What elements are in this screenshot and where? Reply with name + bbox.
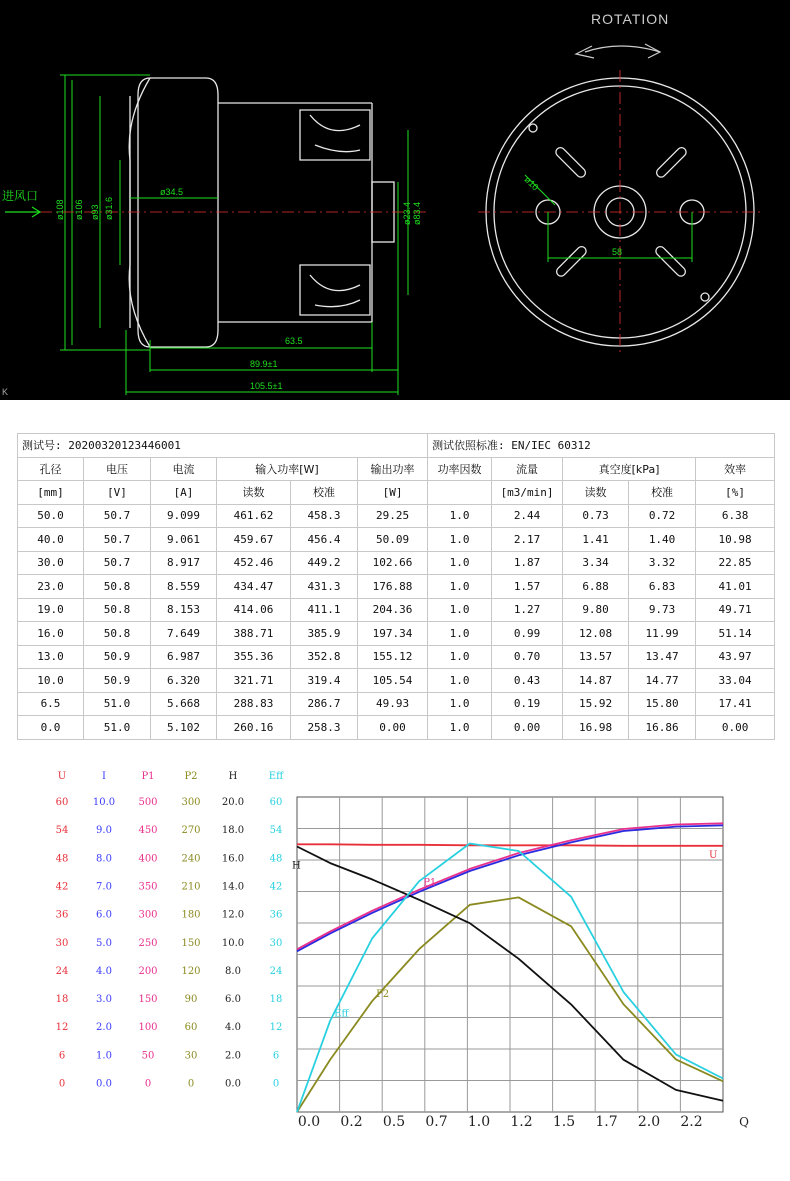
scale-tick: 90 [184, 994, 198, 1006]
scale-tick: 240 [181, 853, 201, 865]
unit-v: [V] [84, 481, 151, 505]
table-cell: 9.061 [151, 528, 217, 552]
performance-chart [0, 760, 790, 1181]
inlet-label: 进风口 [2, 189, 39, 203]
table-cell: 204.36 [358, 598, 428, 622]
table-cell: 461.62 [217, 504, 291, 528]
table-cell: 11.99 [629, 622, 696, 646]
dim-10: ø10 [522, 174, 541, 193]
table-cell: 16.86 [629, 716, 696, 740]
table-cell: 1.27 [492, 598, 563, 622]
unit-flow: [m3/min] [492, 481, 563, 505]
unit-w: [W] [358, 481, 428, 505]
table-cell: 6.83 [629, 575, 696, 599]
header-flow: 流量 [492, 457, 563, 481]
x-axis-label: Q [739, 1115, 749, 1129]
table-cell: 50.8 [84, 575, 151, 599]
scale-tick: 7.0 [96, 881, 112, 893]
table-cell: 0.70 [492, 645, 563, 669]
scale-tick: 210 [181, 881, 201, 893]
scale-tick: 50 [141, 1050, 155, 1062]
table-cell: 288.83 [217, 692, 291, 716]
table-cell: 51.0 [84, 716, 151, 740]
table-cell: 452.46 [217, 551, 291, 575]
table-cell: 17.41 [696, 692, 775, 716]
table-cell: 352.8 [291, 645, 358, 669]
dim-34-5: ø34.5 [160, 187, 184, 197]
dim-63-5: 63.5 [285, 336, 303, 346]
scale-tick: 0.0 [96, 1078, 112, 1090]
series-label-p2: P2 [376, 989, 390, 1001]
dim-105-5: 105.5±1 [250, 381, 283, 391]
table-cell: 3.32 [629, 551, 696, 575]
scale-tick: 18 [55, 994, 69, 1006]
table-cell: 16.98 [563, 716, 629, 740]
scale-tick: 120 [181, 965, 201, 977]
scale-tick: 300 [181, 797, 201, 808]
table-cell: 1.0 [428, 622, 492, 646]
table-cell: 50.9 [84, 669, 151, 693]
scale-tick: 350 [138, 881, 158, 893]
table-cell: 50.7 [84, 504, 151, 528]
scale-tick: 3.0 [96, 994, 112, 1006]
table-cell: 1.87 [492, 551, 563, 575]
table-cell: 1.0 [428, 669, 492, 693]
test-standard: 测试依照标准: EN/IEC 60312 [428, 434, 775, 458]
table-row [18, 645, 775, 669]
header-current: 电流 [151, 457, 217, 481]
table-cell: 40.0 [18, 528, 84, 552]
dim-93: ø93 [90, 204, 100, 220]
table-cell: 411.1 [291, 598, 358, 622]
table-cell: 50.9 [84, 645, 151, 669]
header-input-power: 输入功率[W] [217, 457, 358, 481]
table-cell: 23.0 [18, 575, 84, 599]
table-cell: 456.4 [291, 528, 358, 552]
scale-header-i: I [102, 771, 106, 782]
scale-tick: 6 [272, 1050, 280, 1062]
header-efficiency: 效率 [696, 457, 775, 481]
table-row [18, 669, 775, 693]
table-cell: 0.43 [492, 669, 563, 693]
scale-tick: 12 [55, 1022, 69, 1034]
table-cell: 6.320 [151, 669, 217, 693]
unit-input-calibrated: 校准 [291, 481, 358, 505]
table-cell: 449.2 [291, 551, 358, 575]
scale-tick: 250 [138, 937, 158, 949]
table-cell: 458.3 [291, 504, 358, 528]
table-cell: 197.34 [358, 622, 428, 646]
table-cell: 9.73 [629, 598, 696, 622]
table-cell: 0.99 [492, 622, 563, 646]
scale-tick: 500 [138, 797, 158, 808]
dim-108: ø108 [55, 199, 65, 220]
table-cell: 1.0 [428, 504, 492, 528]
table-cell: 431.3 [291, 575, 358, 599]
table-cell: 50.8 [84, 598, 151, 622]
scale-tick: 54 [269, 825, 283, 837]
table-cell: 13.47 [629, 645, 696, 669]
dim-83-4: ø83.4 [412, 201, 422, 225]
table-cell: 49.71 [696, 598, 775, 622]
scale-tick: 1.0 [96, 1050, 112, 1062]
table-cell: 41.01 [696, 575, 775, 599]
table-cell: 7.649 [151, 622, 217, 646]
table-cell: 49.93 [358, 692, 428, 716]
unit-mm: [mm] [18, 481, 84, 505]
scale-tick: 36 [269, 909, 283, 921]
header-voltage: 电压 [84, 457, 151, 481]
table-cell: 50.7 [84, 528, 151, 552]
rotation-arrow-icon [576, 44, 660, 58]
table-cell: 50.09 [358, 528, 428, 552]
table-body [18, 504, 775, 739]
table-cell: 50.8 [84, 622, 151, 646]
table-cell: 6.38 [696, 504, 775, 528]
table-cell: 13.0 [18, 645, 84, 669]
scale-header-p2: P2 [184, 771, 198, 782]
header-power-factor: 功率因数 [428, 457, 492, 481]
table-cell: 176.88 [358, 575, 428, 599]
dim-31-6: ø31.6 [104, 196, 114, 220]
dim-23-4: ø23.4 [402, 201, 412, 225]
header-vacuum: 真空度[kPa] [563, 457, 696, 481]
x-tick-label: 0.5 [382, 1114, 406, 1130]
scale-tick: 10.0 [92, 797, 116, 808]
scale-tick: 0 [187, 1078, 195, 1090]
table-cell: 1.0 [428, 645, 492, 669]
test-number: 测试号: 20200320123446001 [18, 434, 428, 458]
scale-tick: 300 [138, 909, 158, 921]
scale-header-p1: P1 [141, 771, 155, 782]
table-row [18, 551, 775, 575]
unit-percent: [%] [696, 481, 775, 505]
table-cell: 10.98 [696, 528, 775, 552]
table-cell: 30.0 [18, 551, 84, 575]
scale-tick: 180 [181, 909, 201, 921]
scale-tick: 18 [269, 994, 283, 1006]
table-cell: 33.04 [696, 669, 775, 693]
table-row [18, 622, 775, 646]
table-row [18, 692, 775, 716]
table-cell: 29.25 [358, 504, 428, 528]
scale-tick: 12.0 [221, 909, 245, 921]
table-cell: 1.41 [563, 528, 629, 552]
table-cell: 3.34 [563, 551, 629, 575]
scale-tick: 0 [58, 1078, 66, 1090]
scale-tick: 270 [181, 825, 201, 837]
scale-tick: 100 [138, 1022, 158, 1034]
table-cell: 414.06 [217, 598, 291, 622]
table-cell: 12.08 [563, 622, 629, 646]
table-cell: 0.0 [18, 716, 84, 740]
table-cell: 43.97 [696, 645, 775, 669]
scale-tick: 200 [138, 965, 158, 977]
unit-vac-calibrated: 校准 [629, 481, 696, 505]
x-tick-label: 2.0 [637, 1114, 661, 1130]
motor-drawing [0, 0, 790, 400]
table-cell: 14.87 [563, 669, 629, 693]
table-cell: 15.92 [563, 692, 629, 716]
x-tick-label: 0.0 [297, 1114, 321, 1130]
scale-tick: 60 [269, 797, 283, 808]
table-cell: 8.917 [151, 551, 217, 575]
scale-tick: 14.0 [221, 881, 245, 893]
scale-tick: 30 [269, 937, 283, 949]
table-cell: 13.57 [563, 645, 629, 669]
table-cell: 50.0 [18, 504, 84, 528]
scale-tick: 48 [269, 853, 283, 865]
header-bore: 孔径 [18, 457, 84, 481]
unit-pf [428, 481, 492, 505]
series-label-h: H [292, 860, 301, 872]
scale-tick: 48 [55, 853, 69, 865]
unit-a: [A] [151, 481, 217, 505]
table-cell: 1.0 [428, 692, 492, 716]
scale-tick: 24 [269, 965, 283, 977]
table-cell: 355.36 [217, 645, 291, 669]
table-row [18, 575, 775, 599]
scale-header-u: U [57, 771, 67, 782]
table-cell: 0.73 [563, 504, 629, 528]
scale-tick: 16.0 [221, 853, 245, 865]
table-cell: 1.40 [629, 528, 696, 552]
table-cell: 2.17 [492, 528, 563, 552]
dim-89-9: 89.9±1 [250, 359, 278, 369]
table-cell: 5.668 [151, 692, 217, 716]
table-cell: 51.0 [84, 692, 151, 716]
table-cell: 15.80 [629, 692, 696, 716]
table-row [18, 528, 775, 552]
scale-tick: 54 [55, 825, 69, 837]
table-cell: 1.0 [428, 598, 492, 622]
table-cell: 1.0 [428, 716, 492, 740]
header-output-power: 输出功率 [358, 457, 428, 481]
scale-tick: 2.0 [96, 1022, 112, 1034]
table-cell: 16.0 [18, 622, 84, 646]
scale-tick: 450 [138, 825, 158, 837]
table-cell: 0.00 [696, 716, 775, 740]
table-cell: 6.5 [18, 692, 84, 716]
table-cell: 8.559 [151, 575, 217, 599]
scale-tick: 60 [55, 797, 69, 808]
table-cell: 9.80 [563, 598, 629, 622]
scale-tick: 30 [184, 1050, 198, 1062]
scale-tick: 4.0 [96, 965, 112, 977]
scale-tick: 6 [58, 1050, 66, 1062]
table-cell: 6.987 [151, 645, 217, 669]
table-cell: 388.71 [217, 622, 291, 646]
scale-tick: 9.0 [96, 825, 112, 837]
rotation-label: ROTATION [591, 11, 670, 27]
series-label-u: U [709, 849, 718, 861]
x-tick-label: 1.0 [467, 1114, 491, 1130]
table-cell: 8.153 [151, 598, 217, 622]
table-cell: 258.3 [291, 716, 358, 740]
scale-tick: 42 [269, 881, 283, 893]
table-cell: 6.88 [563, 575, 629, 599]
table-cell: 9.099 [151, 504, 217, 528]
table-cell: 319.4 [291, 669, 358, 693]
table-cell: 51.14 [696, 622, 775, 646]
table-cell: 1.57 [492, 575, 563, 599]
x-tick-label: 2.2 [680, 1114, 703, 1130]
table-cell: 321.71 [217, 669, 291, 693]
corner-mark: K [2, 387, 9, 397]
table-row [18, 716, 775, 740]
scale-tick: 8.0 [96, 853, 112, 865]
table-row [18, 504, 775, 528]
table-cell: 19.0 [18, 598, 84, 622]
table-cell: 14.77 [629, 669, 696, 693]
scale-tick: 36 [55, 909, 69, 921]
x-tick-label: 1.5 [552, 1114, 576, 1130]
dim-106: ø106 [74, 199, 84, 220]
dim-58: 58 [612, 247, 623, 257]
scale-tick: 30 [55, 937, 69, 949]
scale-tick: 24 [55, 965, 69, 977]
table-cell: 0.72 [629, 504, 696, 528]
unit-vac-reading: 读数 [563, 481, 629, 505]
scale-tick: 6.0 [225, 994, 241, 1006]
scale-tick: 18.0 [221, 825, 245, 837]
scale-header-eff: Eff [268, 771, 284, 782]
table-cell: 22.85 [696, 551, 775, 575]
scale-tick: 6.0 [96, 909, 112, 921]
scale-tick: 400 [138, 853, 158, 865]
series-label-eff: Eff [334, 1008, 349, 1020]
scale-header-h: H [228, 771, 238, 782]
scale-tick: 20.0 [221, 797, 245, 808]
table-cell: 260.16 [217, 716, 291, 740]
x-tick-label: 0.2 [340, 1114, 363, 1130]
table-cell: 1.0 [428, 551, 492, 575]
table-cell: 50.7 [84, 551, 151, 575]
unit-input-reading: 读数 [217, 481, 291, 505]
table-cell: 385.9 [291, 622, 358, 646]
scale-tick: 150 [181, 937, 201, 949]
table-cell: 155.12 [358, 645, 428, 669]
table-row [18, 598, 775, 622]
scale-tick: 42 [55, 881, 69, 893]
scale-tick: 0 [272, 1078, 280, 1090]
scale-tick: 60 [184, 1022, 198, 1034]
x-tick-label: 0.7 [425, 1114, 448, 1130]
table-cell: 0.00 [492, 716, 563, 740]
table-cell: 459.67 [217, 528, 291, 552]
table-cell: 434.47 [217, 575, 291, 599]
table-cell: 102.66 [358, 551, 428, 575]
table-cell: 5.102 [151, 716, 217, 740]
scale-tick: 0.0 [225, 1078, 241, 1090]
table-cell: 286.7 [291, 692, 358, 716]
table-cell: 2.44 [492, 504, 563, 528]
scale-tick: 10.0 [221, 937, 245, 949]
scale-tick: 0 [144, 1078, 152, 1090]
table-cell: 1.0 [428, 528, 492, 552]
table-cell: 10.0 [18, 669, 84, 693]
test-table [17, 433, 774, 740]
table-cell: 1.0 [428, 575, 492, 599]
table-cell: 0.19 [492, 692, 563, 716]
scale-tick: 5.0 [96, 937, 112, 949]
scale-tick: 150 [138, 994, 158, 1006]
scale-tick: 4.0 [225, 1022, 241, 1034]
scale-tick: 2.0 [225, 1050, 241, 1062]
table-cell: 105.54 [358, 669, 428, 693]
scale-tick: 12 [269, 1022, 283, 1034]
x-tick-label: 1.2 [510, 1114, 533, 1130]
table-cell: 0.00 [358, 716, 428, 740]
series-label-p1: P1 [423, 877, 437, 889]
scale-tick: 8.0 [225, 965, 241, 977]
x-tick-label: 1.7 [595, 1114, 618, 1130]
